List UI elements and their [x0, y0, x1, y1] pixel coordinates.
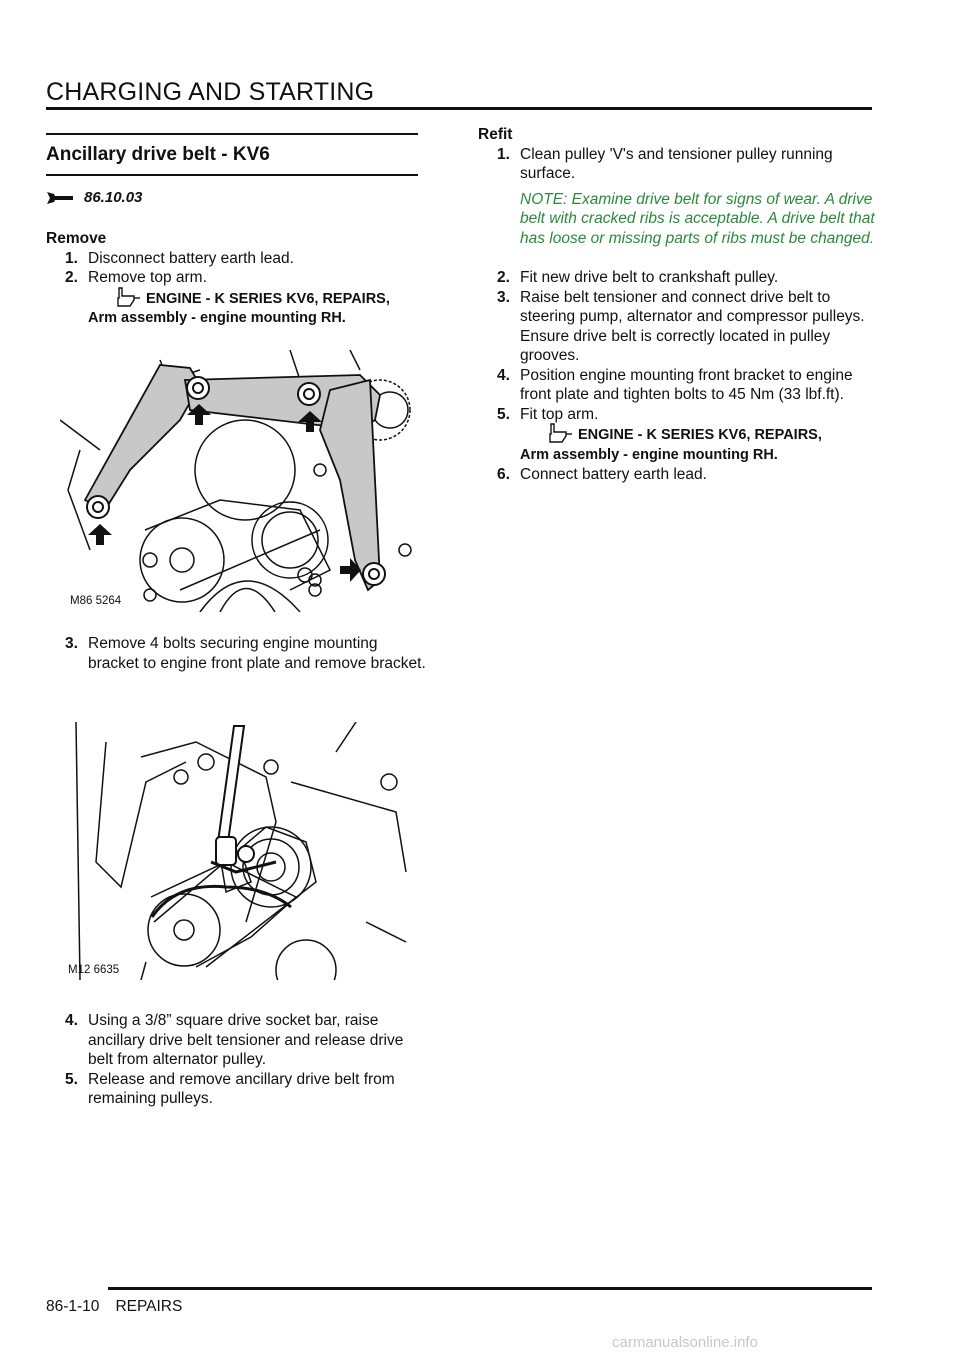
list-item: 1. Clean pulley 'V's and tensioner pulley running surface.	[497, 145, 833, 182]
remove-column-top	[46, 229, 426, 329]
figure-belt-tensioner	[66, 722, 416, 980]
remove-step-3	[46, 634, 426, 673]
list-item: 3. Remove 4 bolts securing engine mounting bracket to engine front plate and remove bracket.	[65, 635, 426, 672]
section-rule-bottom	[46, 174, 418, 176]
refit-column	[478, 125, 878, 485]
pointing-hand-icon	[548, 422, 574, 444]
list-item: 4. Position engine mounting front bracket to engine front plate and tighten bolts to 45 Nm (33 lbf.ft).	[497, 366, 853, 403]
list-item: 5. Fit top arm.	[497, 405, 599, 423]
wrench-icon	[46, 191, 74, 205]
remove-heading: Remove	[46, 230, 107, 247]
remove-steps-4-5	[46, 1011, 426, 1109]
header-rule	[46, 107, 872, 110]
page-number: 86-1-10	[46, 1298, 100, 1315]
list-item: 4. Using a 3/8” square drive socket bar, raise ancillary drive belt tensioner and release drive belt from alternator pulley.	[65, 1012, 404, 1068]
op-code-number: 86.10.03	[84, 189, 143, 206]
page-header-title: CHARGING AND STARTING	[46, 78, 375, 106]
figure-2-label: M12 6635	[68, 964, 120, 976]
list-item: 3. Raise belt tensioner and connect drive belt to steering pump, alternator and compressor pulleys. Ensure drive belt is correctly located in pulley grooves.	[497, 288, 865, 364]
section-title: Ancillary drive belt - KV6	[46, 144, 270, 165]
list-item: 2. Fit new drive belt to crankshaft pulley.	[497, 269, 779, 286]
pointing-hand-icon	[116, 286, 142, 308]
list-item: 2. Remove top arm.	[65, 269, 207, 286]
page-footer	[46, 1298, 198, 1316]
section-rule-top	[46, 133, 418, 135]
watermark: carmanualsonline.info	[612, 1334, 758, 1351]
figure-1-label: M86 5264	[70, 595, 122, 607]
op-code	[46, 189, 142, 206]
footer-rule	[108, 1287, 872, 1290]
cross-reference[interactable]: ENGINE - K SERIES KV6, REPAIRS, Arm assembly - engine mounting RH.	[46, 290, 426, 329]
cross-reference[interactable]: ENGINE - K SERIES KV6, REPAIRS, Arm assembly - engine mounting RH.	[478, 426, 878, 465]
refit-heading: Refit	[478, 126, 513, 143]
note-text: NOTE: Examine drive belt for signs of wear. A drive belt with cracked ribs is acceptable. A drive belt that has loose or missing parts of ribs must be changed.	[520, 190, 875, 247]
footer-section: REPAIRS	[115, 1298, 183, 1315]
figure-engine-mounting-arm	[60, 350, 420, 612]
list-item: 1. Disconnect battery earth lead.	[65, 249, 294, 267]
list-item: 5. Release and remove ancillary drive belt from remaining pulleys.	[65, 1070, 395, 1107]
list-item: 6. Connect battery earth lead.	[497, 466, 707, 483]
